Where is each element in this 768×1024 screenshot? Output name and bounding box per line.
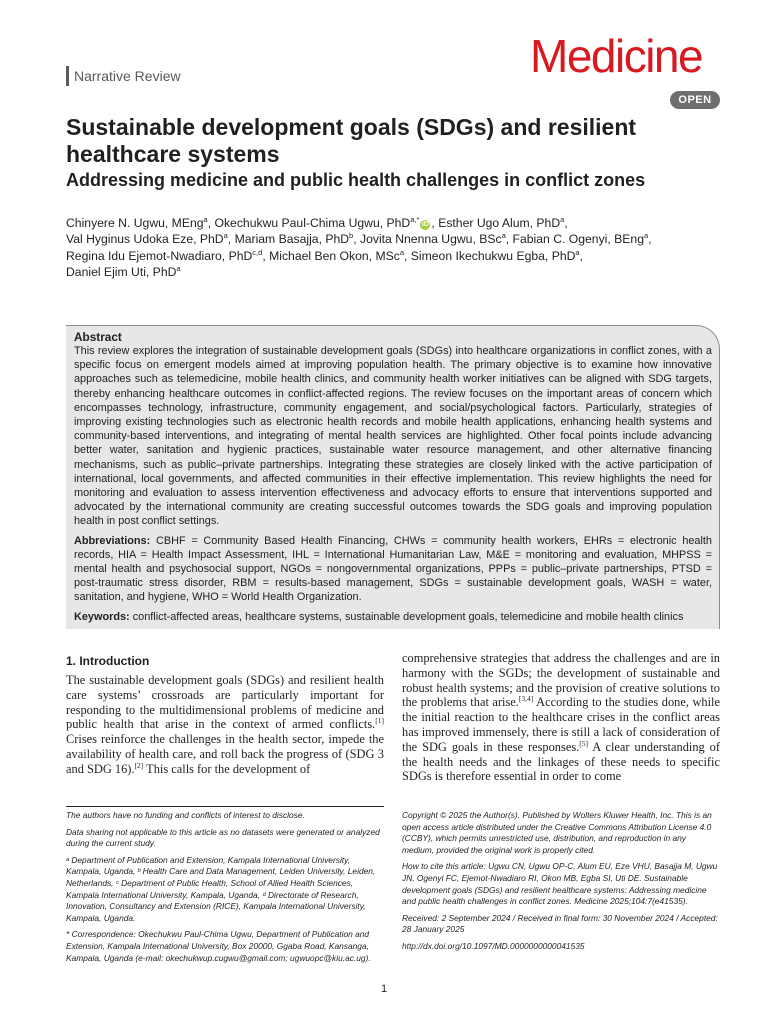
- citation-link[interactable]: [1]: [375, 716, 384, 726]
- abstract-heading: Abstract: [74, 330, 122, 344]
- intro-paragraph-right: [402, 651, 720, 784]
- author-name: Michael Ben Okon, MSc: [269, 248, 400, 263]
- intro-text: According to the studies done, while the initial reaction to the healthcare crises in the conflict areas has improved immensely, there is still a lack of consideration of the SDG goals in these responses.: [402, 695, 720, 754]
- page-number: 1: [380, 983, 388, 995]
- abbreviations-text: CBHF = Community Based Health Financing, CHWs = community health workers, EHRs = electronic health records, HIA = Health Impact Assessment, IHL = International Humanitarian Law, M&E = monitoring and evaluation, MHPSS = mental health and psychosocial support, NGOs = nongovernmental organizations, PPPs = public–private partnerships, PTSD = post-traumatic stress disorder, RBM = results-based management, SDGs = sustainable development goals, WASH = water, sanitation, and hygiene, WHO = World Health Organization.: [74, 534, 712, 604]
- author-separator: ,: [404, 248, 411, 263]
- author-affiliation: a: [501, 231, 506, 241]
- article-subtitle: Addressing medicine and public health challenges in conflict zones: [66, 170, 646, 190]
- intro-text: The sustainable development goals (SDGs) and resilient health care systems’ crossroads are particularly important for responding to the multidimensional problems of medicine and public health that arise in the context of armed conflicts.: [66, 673, 384, 732]
- author-separator: ,: [353, 232, 360, 247]
- abstract-box: [66, 325, 720, 629]
- section-heading-introduction: 1. Introduction: [66, 654, 150, 668]
- footnote-divider: [66, 806, 384, 807]
- author-affiliation: a: [176, 264, 181, 274]
- author-separator: ,: [564, 216, 568, 230]
- abbreviations: [74, 534, 712, 605]
- author-affiliation: b: [349, 231, 354, 241]
- author-separator: ,: [207, 216, 215, 230]
- author-name: Okechukwu Paul-Chima Ugwu, PhD: [214, 216, 411, 230]
- abbreviations-label: Abbreviations:: [74, 534, 151, 547]
- doi-link[interactable]: http://dx.doi.org/10.1097/MD.0000000000041535: [402, 940, 585, 951]
- abstract-text: This review explores the integration of sustainable development goals (SDGs) into healthcare organizations in conflict zones, with a specific focus on emergent models aimed at improving population health. The primary objective is to examine how innovative approaches such as telemedicine, mobile health clinics, and community health worker initiatives can be aligned with SDG targets, thereby enhancing healthcare outcomes in conflict-affected regions. The review focuses on the important areas of concern which encompasses technology, infrastructure, community engagement, and social/psychological factors. Particularly, strategies of improving existing technologies such as electronic health records and mobile health applications, enhancing health systems and community-based interventions, and integrating of mental health services are highlighted. Other focal points include advancing better water, sanitation and hygienic practices, sustainable water resource management, and other alternative financing mechanisms, such as public–private partnerships. Integrating these strategies are closely linked with the active participation of international, local governments, and affected communities in their effective implementation. This review highlights the need for monitoring and evaluation to assess intervention effectiveness and advocacy efforts to ensure that interventions supported and advocated by the international community are creating successful outcomes towards the SDG goals and improving population health in post conflict settings.: [74, 345, 712, 528]
- author-separator: ,: [579, 248, 583, 263]
- author-separator: ,: [262, 248, 270, 263]
- author-name: Chinyere N. Ugwu, MEng: [66, 216, 204, 230]
- affiliations: ᵃ Department of Publication and Extension, Kampala International University, Kampala, Uganda, ᵇ Health Care and Data Management, Leiden University, Leiden, Netherlands, ᶜ Department of Public Health, School of Allied Health Sciences, Kampala International University, Kampala, Uganda, ᵈ Directorate of Research, Innovation, Consultancy and Extension (RICE), Kampala International University, Kampala, Uganda.: [66, 854, 376, 923]
- author-list: [66, 215, 736, 281]
- data-sharing-note: Data sharing not applicable to this article as no datasets were generated or analyzed during the current study.: [66, 826, 380, 849]
- author-name: Fabian C. Ogenyi, BEng: [512, 232, 644, 247]
- keywords-label: Keywords:: [74, 610, 130, 623]
- author-affiliation: c,d: [252, 247, 263, 257]
- author-affiliation: a: [203, 214, 208, 224]
- author-affiliation: a: [575, 247, 580, 257]
- author-name: Regina Idu Ejemot-Nwadiaro, PhD: [66, 248, 253, 263]
- copyright-note: Copyright © 2025 the Author(s). Published by Wolters Kluwer Health, Inc. This is an open access article distributed under the Creative Commons Attribution License 4.0 (CCBY), which permits unrestricted use, distribution, and reproduction in any medium, provided the original work is properly cited.: [402, 810, 712, 855]
- keywords: [74, 610, 712, 624]
- author-separator: ,: [227, 232, 235, 247]
- intro-text: A clear understanding of the health needs and the linkages of these needs to specific SDGs is therefore essential in order to come: [402, 739, 720, 784]
- author-name: Val Hyginus Udoka Eze, PhD: [66, 232, 224, 247]
- keywords-text: conflict-affected areas, healthcare systems, sustainable development goals, telemedicine and mobile health clinics: [132, 610, 684, 623]
- intro-paragraph-left: [66, 673, 384, 777]
- citation-note: How to cite this article: Ugwu CN, Ugwu OP-C, Alum EU, Eze VHU, Basajja M, Ugwu JN, Ogenyi FC, Ejemot-Nwadiaro RI, Okon MB, Egba SI, Uti DE. Sustainable development goals (SDGs) and resilient healthcare systems: Addressing medicine and public health challenges in conflict zones. Medicine 2025;104:7(e41535).: [402, 861, 718, 907]
- author-name: Daniel Ejim Uti, PhD: [66, 265, 177, 280]
- author-separator: ,: [648, 232, 652, 247]
- dates-note: Received: 2 September 2024 / Received in final form: 30 November 2024 / Accepted: 28 January 2025: [402, 912, 718, 935]
- intro-text: This calls for the development of: [143, 761, 311, 776]
- author-affiliation: a: [223, 231, 228, 241]
- citation-link[interactable]: [2]: [134, 760, 144, 770]
- author-name: Esther Ugo Alum, PhD: [438, 216, 561, 230]
- author-affiliation: a: [643, 231, 649, 241]
- body-column-right: [402, 651, 720, 784]
- author-affiliation: a: [399, 247, 404, 257]
- author-separator: ,: [431, 216, 439, 230]
- journal-logo: Medicine: [530, 30, 703, 82]
- author-separator: ,: [505, 232, 513, 247]
- article-type-label: Narrative Review: [66, 66, 181, 86]
- author-name: Jovita Nnenna Ugwu, BSc: [360, 232, 502, 247]
- correspondence: * Correspondence: Okechukwu Paul-Chima Ugwu, Department of Publication and Extension, Kampala International University, Box 20000, Ggaba Road, Kansanga, Kampala, Uganda (e-mail: okechukwup.cugwu@gmail.com; ugwuopc@kiu.ac.ug).: [66, 929, 371, 963]
- funding-note: The authors have no funding and conflicts of interest to disclose.: [66, 810, 305, 820]
- article-title: Sustainable development goals (SDGs) and resilient healthcare systems: [66, 114, 637, 167]
- open-access-badge: OPEN: [670, 91, 720, 109]
- citation-link[interactable]: [3,4]: [518, 694, 534, 704]
- author-affiliation: a: [560, 214, 565, 224]
- author-affiliation: a,*: [410, 214, 420, 224]
- intro-text: Crises reinforce the challenges in the health sector, impede the availability of health care, and roll back the progress of (SDG 3 and SDG 16).: [66, 732, 384, 776]
- author-name: Simeon Ikechukwu Egba, PhD: [410, 248, 576, 263]
- body-column-left: [66, 654, 384, 777]
- footnotes-left: [66, 810, 384, 969]
- orcid-icon[interactable]: iD: [421, 221, 429, 228]
- intro-text: comprehensive strategies that address the challenges and are in harmony with the SGDs; the development of sustainable and robust health systems; and the provision of creative solutions to the problems that arise.: [402, 651, 720, 710]
- footnotes-right: [402, 810, 720, 958]
- author-name: Mariam Basajja, PhD: [234, 232, 350, 247]
- citation-link[interactable]: [5]: [579, 738, 588, 748]
